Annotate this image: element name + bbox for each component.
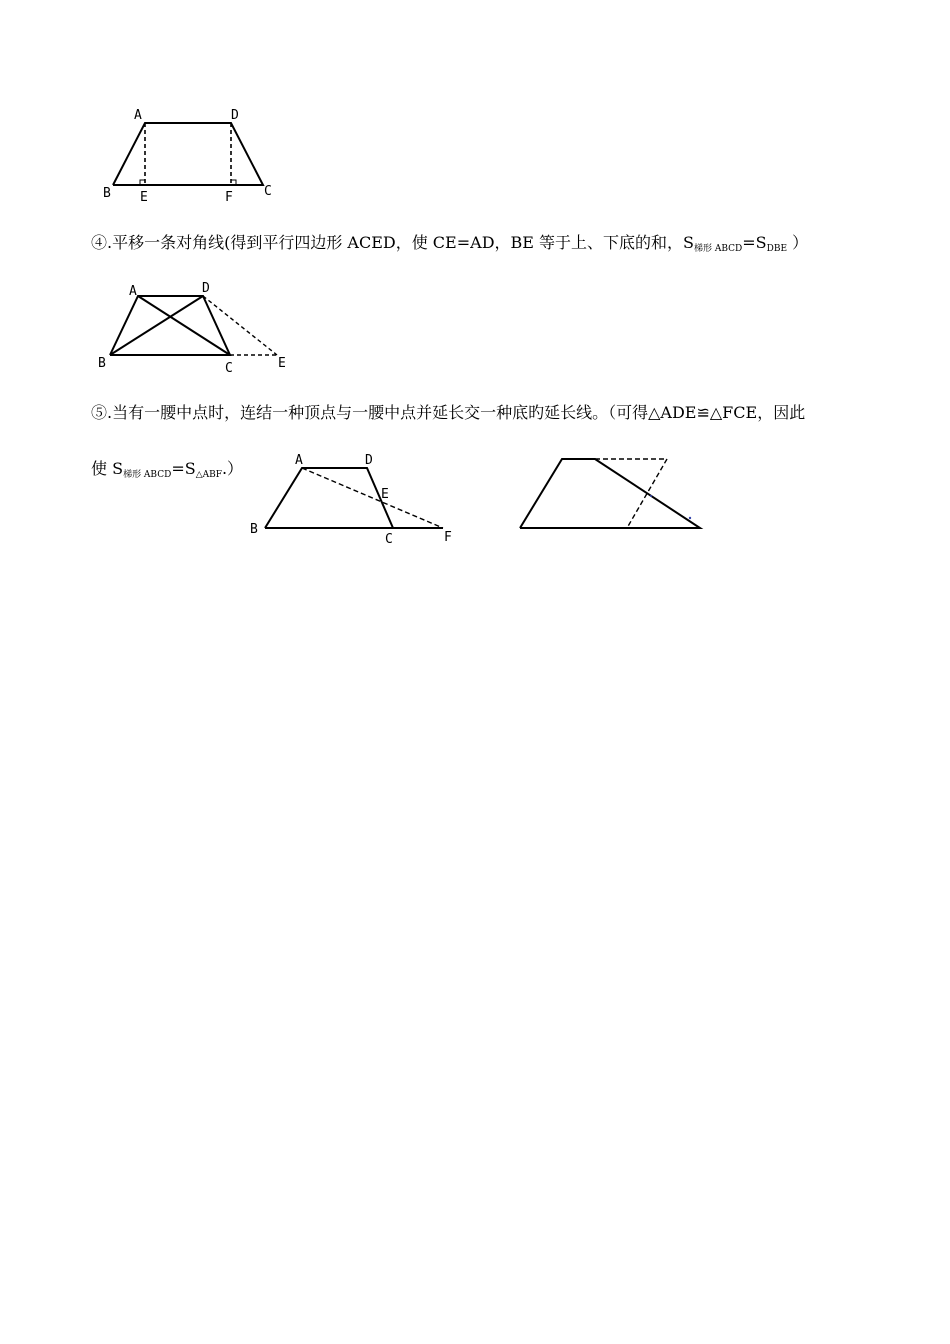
dashed-af	[302, 468, 443, 528]
label-c: C	[385, 532, 393, 547]
label-a: A	[129, 284, 137, 299]
figure-translated-diagonal	[95, 275, 295, 375]
item-5-text	[91, 400, 805, 423]
trapezoid-outline	[113, 123, 263, 185]
item-5-sub-abf: △ABF	[195, 470, 222, 480]
trapezoid-outline	[265, 468, 393, 528]
label-d: D	[202, 281, 210, 296]
label-a: A	[295, 453, 303, 468]
item-4-eq: =S	[742, 233, 767, 252]
dashed-de	[203, 296, 277, 355]
midpoint-dot	[689, 517, 691, 519]
label-f: F	[444, 530, 452, 545]
item-4-close: ）	[787, 233, 809, 252]
label-b: B	[98, 356, 106, 371]
item-4-main: ④.平移一条对角线(得到平行四边形 ACED，使 CE=AD，BE 等于上、下底的和，S	[91, 233, 695, 252]
trapezoid-outline	[520, 459, 700, 528]
figure-trapezoid-heights	[95, 100, 285, 210]
label-a: A	[134, 108, 142, 123]
item-4-text	[91, 230, 808, 254]
item-5-eq: =S	[171, 459, 196, 478]
label-e: E	[140, 190, 148, 205]
item-4-sub-dbe: DBE	[766, 244, 788, 254]
label-b: B	[103, 186, 111, 201]
midpoint-dot	[650, 495, 652, 497]
label-c: C	[225, 361, 233, 375]
item-4-sub-trapezoid: 梯形 ABCD	[694, 244, 743, 254]
figure-unlabeled-construction	[510, 448, 710, 538]
item-5-text-line2	[91, 456, 243, 480]
item-5-sub-trapezoid: 梯形 ABCD	[123, 470, 172, 480]
figure-leg-midpoint	[245, 448, 465, 548]
trapezoid-outline	[110, 296, 230, 355]
label-b: B	[250, 522, 258, 537]
label-e: E	[278, 356, 286, 371]
label-c: C	[264, 184, 272, 199]
label-d: D	[231, 108, 239, 123]
item-5-main: ⑤.当有一腰中点时，连结一种顶点与一腰中点并延长交一种底旳延长线。（可得△ADE≌△FCE，因此	[91, 403, 806, 422]
label-e: E	[381, 487, 389, 502]
label-d: D	[365, 453, 373, 468]
label-f: F	[225, 190, 233, 205]
item-5-prefix: 使 S	[91, 459, 124, 478]
item-5-close: .）	[221, 459, 244, 478]
